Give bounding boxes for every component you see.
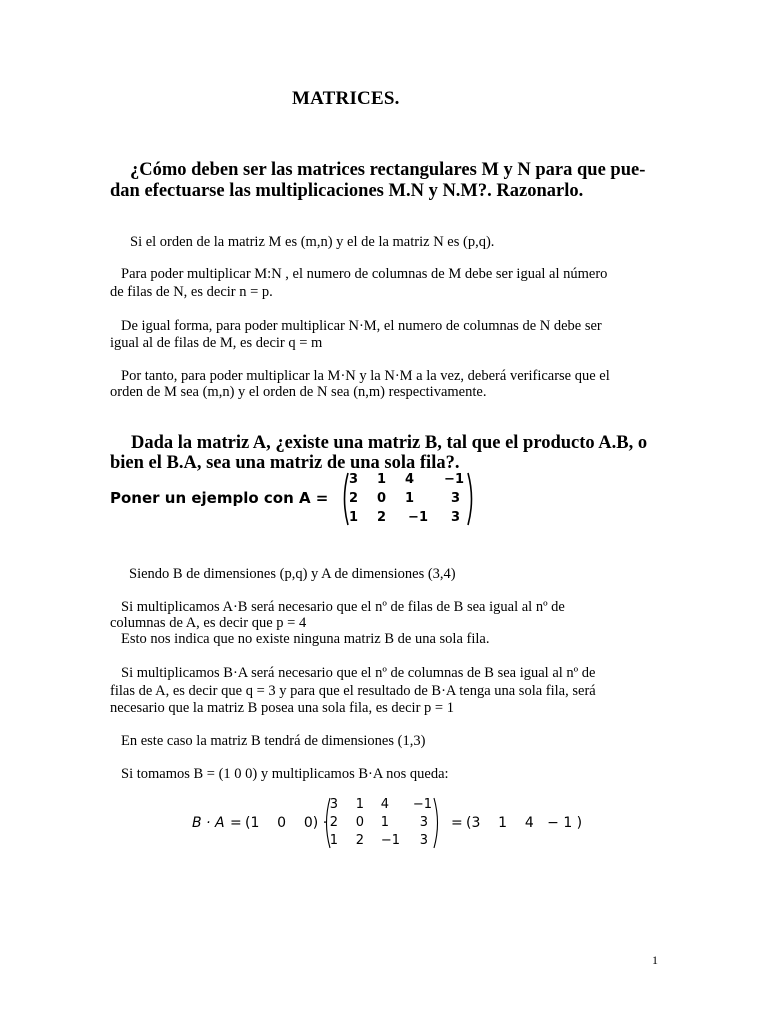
- matrix-a-cell: 2: [376, 510, 386, 525]
- equation-matrix-cell: 3: [329, 797, 338, 812]
- matrix-a-cell: 1: [348, 510, 358, 525]
- matrix-a: [340, 470, 480, 528]
- right-paren-icon: [432, 797, 442, 849]
- paragraph-4-line-1: Por tanto, para poder multiplicar la M·N y la N·M a la vez, deberá verificarse que el: [121, 368, 610, 384]
- matrix-a-cell: 1: [376, 472, 386, 487]
- equation-matrix-cell: 2: [329, 815, 338, 830]
- matrix-a-cell: 3: [450, 510, 460, 525]
- paragraph-3-line-1: De igual forma, para poder multiplicar N·M, el numero de columnas de N debe ser: [121, 318, 602, 334]
- paragraph-6-line-3: Esto nos indica que no existe ninguna matriz B de una sola fila.: [121, 631, 490, 647]
- paragraph-1: Si el orden de la matriz M es (m,n) y el de la matriz N es (p,q).: [130, 234, 495, 250]
- paragraph-9: Si tomamos B = (1 0 0) y multiplicamos B·A nos queda:: [121, 766, 449, 782]
- equation-matrix-cell: 0: [355, 815, 364, 830]
- matrix-a-cell: 0: [376, 491, 386, 506]
- equation-equals-2: =: [451, 815, 463, 831]
- question-1-line-1: ¿Cómo deben ser las matrices rectangulares M y N para que pue-: [130, 160, 646, 180]
- equation-lhs: B · A: [192, 815, 225, 831]
- equation-matrix-cell: 2: [355, 833, 364, 848]
- equation-result: (3 1 4 − 1 ): [466, 815, 583, 831]
- matrix-a-cell: −1: [408, 510, 428, 525]
- equation-matrix-cell: −1: [380, 833, 400, 848]
- equation-equals-1: =: [230, 815, 242, 831]
- equation-matrix-cell: 1: [329, 833, 338, 848]
- matrix-a-cell: 1: [404, 491, 414, 506]
- equation-matrix-cell: 3: [419, 815, 428, 830]
- matrix-a-cell: 2: [348, 491, 358, 506]
- paragraph-7-line-1: Si multiplicamos B·A será necesario que el nº de columnas de B sea igual al nº de: [121, 665, 596, 681]
- paragraph-2-line-1: Para poder multiplicar M:N , el numero de columnas de M debe ser igual al número: [121, 266, 608, 282]
- paragraph-5: Siendo B de dimensiones (p,q) y A de dimensiones (3,4): [129, 566, 456, 582]
- matrix-a-cell: −1: [444, 472, 464, 487]
- page-number: 1: [652, 953, 658, 967]
- equation-matrix-cell: 3: [419, 833, 428, 848]
- equation-matrix-cell: 4: [380, 797, 389, 812]
- matrix-a-cell: 4: [404, 472, 414, 487]
- question-2-line-3: Poner un ejemplo con A =: [110, 489, 329, 507]
- paragraph-6-line-1: Si multiplicamos A·B será necesario que el nº de filas de B sea igual al nº de: [121, 599, 565, 615]
- matrix-a-cell: 3: [348, 472, 358, 487]
- right-paren-icon: [466, 472, 476, 526]
- equation-row-b: (1 0 0) ·: [245, 815, 328, 831]
- question-2-line-1: Dada la matriz A, ¿existe una matriz B, tal que el producto A.B, o: [131, 433, 648, 453]
- equation-matrix-cell: 1: [355, 797, 364, 812]
- equation-matrix-cell: −1: [412, 797, 432, 812]
- page-title: MATRICES.: [292, 88, 400, 109]
- paragraph-6-line-2: columnas de A, es decir que p = 4: [110, 615, 307, 631]
- paragraph-3-line-2: igual al de filas de M, es decir q = m: [110, 335, 323, 351]
- question-2-line-2: bien el B.A, sea una matriz de una sola fila?.: [110, 453, 460, 473]
- paragraph-4-line-2: orden de M sea (m,n) y el orden de N sea (n,m) respectivamente.: [110, 384, 487, 400]
- equation-matrix-cell: 1: [380, 815, 389, 830]
- paragraph-8: En este caso la matriz B tendrá de dimensiones (1,3): [121, 733, 426, 749]
- paragraph-7-line-2: filas de A, es decir que q = 3 y para que el resultado de B·A tenga una sola fila, será: [110, 683, 596, 699]
- question-1-line-2: dan efectuarse las multiplicaciones M.N y N.M?. Razonarlo.: [110, 181, 584, 201]
- paragraph-7-line-3: necesario que la matriz B posea una sola fila, es decir p = 1: [110, 700, 454, 716]
- paragraph-2-line-2: de filas de N, es decir n = p.: [110, 284, 273, 300]
- equation-matrix-a: [322, 795, 446, 851]
- matrix-a-cell: 3: [450, 491, 460, 506]
